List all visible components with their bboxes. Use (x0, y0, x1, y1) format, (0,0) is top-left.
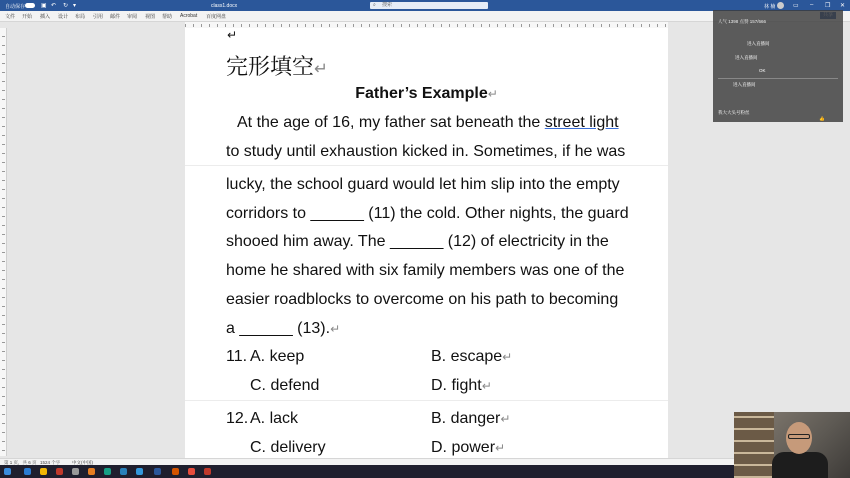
webcam-feed (734, 412, 850, 478)
app-icon[interactable] (136, 468, 143, 475)
like-icon[interactable]: 👍 (819, 116, 825, 121)
tab-insert[interactable]: 插入 (40, 14, 51, 20)
paragraph-line-3: lucky, the school guard would let him slip into the empty (226, 176, 620, 193)
document-page[interactable] (185, 28, 668, 458)
chat-message: OK (759, 68, 766, 73)
question-12-option-d: D. power↵ (431, 439, 506, 456)
app-icon[interactable] (204, 468, 211, 475)
return-mark-icon: ↵ (227, 28, 238, 42)
paragraph-line-1: At the age of 16, my father sat beneath the street light (237, 114, 619, 131)
panel-divider (718, 78, 838, 79)
question-12-option-c: C. delivery (250, 439, 326, 456)
document-title: class1.docx (211, 3, 238, 9)
question-11-option-b: B. escape↵ (431, 348, 513, 365)
chat-stats: 人气 1398 点赞 157/666 (718, 19, 767, 24)
redo-icon[interactable]: ↻ (63, 3, 69, 9)
tab-layout[interactable]: 布局 (75, 14, 86, 20)
question-11-option-c: C. defend (250, 377, 320, 394)
tab-references[interactable]: 引用 (93, 14, 104, 20)
tab-design[interactable]: 设计 (58, 14, 69, 20)
paragraph-line-6: home he shared with six family members was one of the (226, 262, 625, 279)
word-count[interactable]: 1524 个字 (40, 460, 61, 465)
search-placeholder: 搜索 (382, 2, 393, 8)
customize-icon[interactable]: ▾ (73, 3, 77, 9)
page-break (185, 400, 668, 401)
app-icon[interactable] (56, 468, 63, 475)
question-12-option-b: B. danger↵ (431, 410, 511, 427)
ribbon-display-icon[interactable]: ▭ (793, 3, 799, 9)
tab-mailings[interactable]: 邮件 (110, 14, 121, 20)
app-icon[interactable] (120, 468, 127, 475)
settings-icon[interactable] (72, 468, 79, 475)
vertical-ruler[interactable] (0, 28, 7, 456)
tab-home[interactable]: 开始 (22, 14, 33, 20)
paragraph-line-7: easier roadblocks to overcome on his path to becoming (226, 291, 619, 308)
save-icon[interactable]: ▣ (41, 3, 47, 9)
word-icon[interactable] (154, 468, 161, 475)
browser-icon[interactable] (88, 468, 95, 475)
language[interactable]: 中文(中国) (72, 460, 93, 465)
app-icon[interactable] (188, 468, 195, 475)
question-12-number: 12. (226, 410, 249, 427)
question-11-number: 11. (226, 348, 248, 365)
taskbar (0, 465, 734, 478)
search-input[interactable] (370, 2, 488, 9)
question-11-option-d: D. fight↵ (431, 377, 492, 394)
wechat-icon[interactable] (104, 468, 111, 475)
tab-file[interactable]: 文件 (5, 14, 16, 20)
tab-review[interactable]: 审阅 (127, 14, 138, 20)
paragraph-line-2: to study until exhaustion kicked in. Sometimes, if he was (226, 143, 626, 160)
search-icon: ⌕ (373, 2, 376, 8)
street-light-text: street light (544, 114, 619, 131)
powerpoint-icon[interactable] (172, 468, 179, 475)
paragraph-line-8: a ______ (13).↵ (226, 320, 341, 337)
edge-icon[interactable] (24, 468, 31, 475)
chat-message: 进入直播间 (733, 82, 756, 87)
bookshelf (734, 412, 774, 478)
start-icon[interactable] (4, 468, 11, 475)
question-11-option-a: A. keep (250, 348, 305, 365)
chat-message: 进入直播间 (747, 41, 770, 46)
tab-view[interactable]: 视图 (145, 14, 156, 20)
maximize-icon[interactable]: ❐ (825, 3, 831, 9)
paragraph-line-4: corridors to ______ (11) the cold. Other nights, the guard (226, 205, 629, 222)
tab-acrobat[interactable]: Acrobat (180, 13, 198, 19)
folder-icon[interactable] (40, 468, 47, 475)
presenter-body (772, 452, 828, 478)
question-12-option-a: A. lack (250, 410, 299, 427)
user-name[interactable]: 林 楠 (764, 4, 776, 10)
chat-message: 我大大头号粉丝 (718, 110, 750, 115)
minimize-icon[interactable]: – (810, 2, 814, 8)
chat-message: 进入直播间 (735, 55, 758, 60)
tab-help[interactable]: 帮助 (162, 14, 173, 20)
close-icon[interactable]: ✕ (840, 3, 846, 9)
presenter-glasses (788, 434, 810, 439)
page-count[interactable]: 第 1 页，共 6 页 (4, 460, 37, 465)
heading-cn: 完形填空↵ (226, 55, 328, 80)
autosave-label: 自动保存 (5, 4, 26, 10)
paragraph-line-5: shooed him away. The ______ (12) of electricity in the (226, 233, 609, 250)
tab-baidu-netdisk[interactable]: 百度网盘 (206, 14, 227, 20)
page-break (185, 165, 668, 166)
undo-icon[interactable]: ↶ (51, 3, 57, 9)
avatar[interactable] (777, 2, 784, 9)
live-chat-panel (713, 10, 843, 122)
autosave-toggle[interactable] (25, 3, 35, 8)
passage-title: Father’s Example↵ (355, 85, 498, 102)
